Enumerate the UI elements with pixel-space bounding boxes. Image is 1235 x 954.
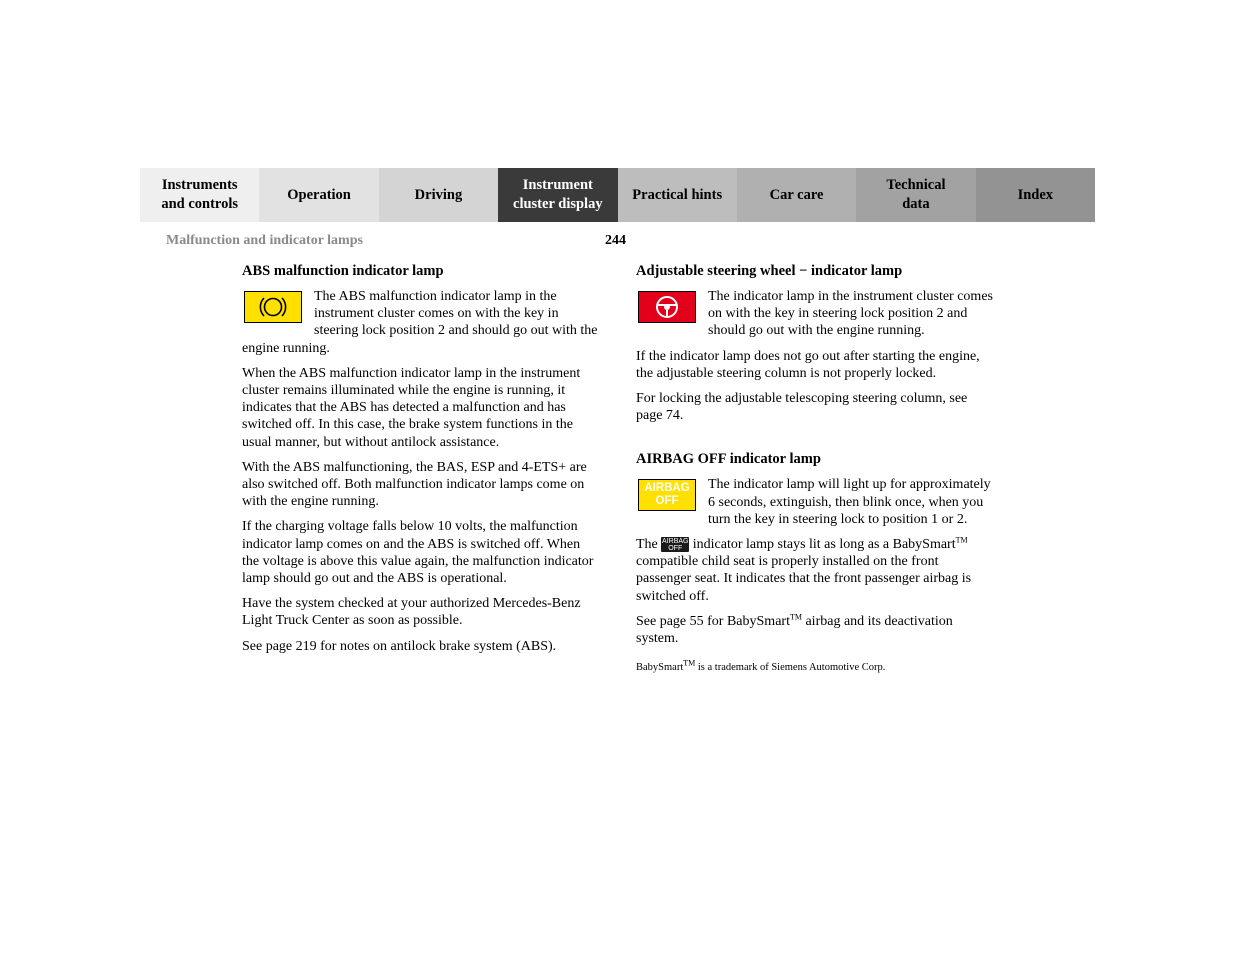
abs-paragraph-3: With the ABS malfunctioning, the BAS, ESP and 4-ETS+ are also switched off. Both malfunction indicator lamps come on with the engine running. [242, 459, 587, 510]
airbag-paragraph-1: The indicator lamp will light up for approximately 6 seconds, extinguish, then blink once, when you turn the key in steering lock to position 1 or 2. [708, 477, 991, 527]
abs-paragraph-4: If the charging voltage falls below 10 volts, the malfunction indicator lamp comes on and the ABS is switched off. When the voltage is above this value again, the malfunction indicator lamp should go out and the ABS is operational. [242, 519, 594, 587]
left-column [242, 262, 600, 663]
steering-intro-block [636, 288, 994, 340]
abs-warning-icon [244, 291, 302, 323]
airbag-lamp-label: AIRBAG OFF [644, 482, 690, 508]
tab-driving[interactable]: Driving [379, 168, 498, 222]
steering-heading: Adjustable steering wheel − indicator lamp [636, 263, 903, 279]
abs-paragraph-1: The ABS malfunction indicator lamp in the instrument cluster comes on with the key in steering lock position 2 and should go out with the engine running. [242, 289, 598, 356]
tab-instruments-and-controls[interactable]: Instruments and controls [140, 168, 259, 222]
steering-paragraph-2: If the indicator lamp does not go out after starting the engine, the adjustable steering column is not properly locked. [636, 348, 980, 381]
steering-wheel-icon [638, 291, 696, 323]
abs-intro-block [242, 288, 600, 357]
tab-instrument-cluster-display[interactable]: Instrument cluster display [498, 168, 617, 222]
trademark-footnote: BabySmart™ is a trademark of Siemens Automotive Corp. [636, 658, 886, 674]
page-number: 244 [605, 233, 626, 248]
chapter-tabs [140, 168, 1095, 222]
airbag-heading: AIRBAG OFF indicator lamp [636, 451, 821, 468]
steering-paragraph-1: The indicator lamp in the instrument cluster comes on with the key in steering lock position 2 and should go out with the engine running. [708, 289, 993, 339]
tab-technical-data[interactable]: Technical data [856, 168, 975, 222]
airbag-off-mini-icon: AIRBAG OFF [662, 538, 689, 553]
airbag-intro-block [636, 476, 994, 528]
tab-practical-hints[interactable]: Practical hints [618, 168, 737, 222]
airbag-off-icon [638, 479, 696, 511]
tab-operation[interactable]: Operation [259, 168, 378, 222]
abs-heading: ABS malfunction indicator lamp [242, 263, 444, 279]
airbag-paragraph-2: The AIRBAG OFF indicator lamp stays lit as long as a BabySmart™ compatible child seat is properly installed on the front passenger seat. It indicates that the front passenger airbag is switched off. [636, 535, 972, 604]
abs-paragraph-5: Have the system checked at your authorized Mercedes-Benz Light Truck Center as soon as possible. [242, 596, 581, 629]
steering-paragraph-3: For locking the adjustable telescoping steering column, see page 74. [636, 391, 968, 424]
airbag-paragraph-3: See page 55 for BabySmart™ airbag and its deactivation system. [636, 612, 953, 647]
section-title: Malfunction and indicator lamps [166, 233, 363, 248]
right-column [636, 262, 994, 676]
tab-car-care[interactable]: Car care [737, 168, 856, 222]
abs-paragraph-6: See page 219 for notes on antilock brake system (ABS). [242, 638, 557, 654]
tab-index[interactable]: Index [976, 168, 1095, 222]
abs-paragraph-2: When the ABS malfunction indicator lamp in the instrument cluster remains illuminated while the engine is running, it indicates that the ABS has detected a malfunction and has switched off. In this case, the brake system functions in the usual manner, but without antilock assistance. [242, 365, 581, 450]
